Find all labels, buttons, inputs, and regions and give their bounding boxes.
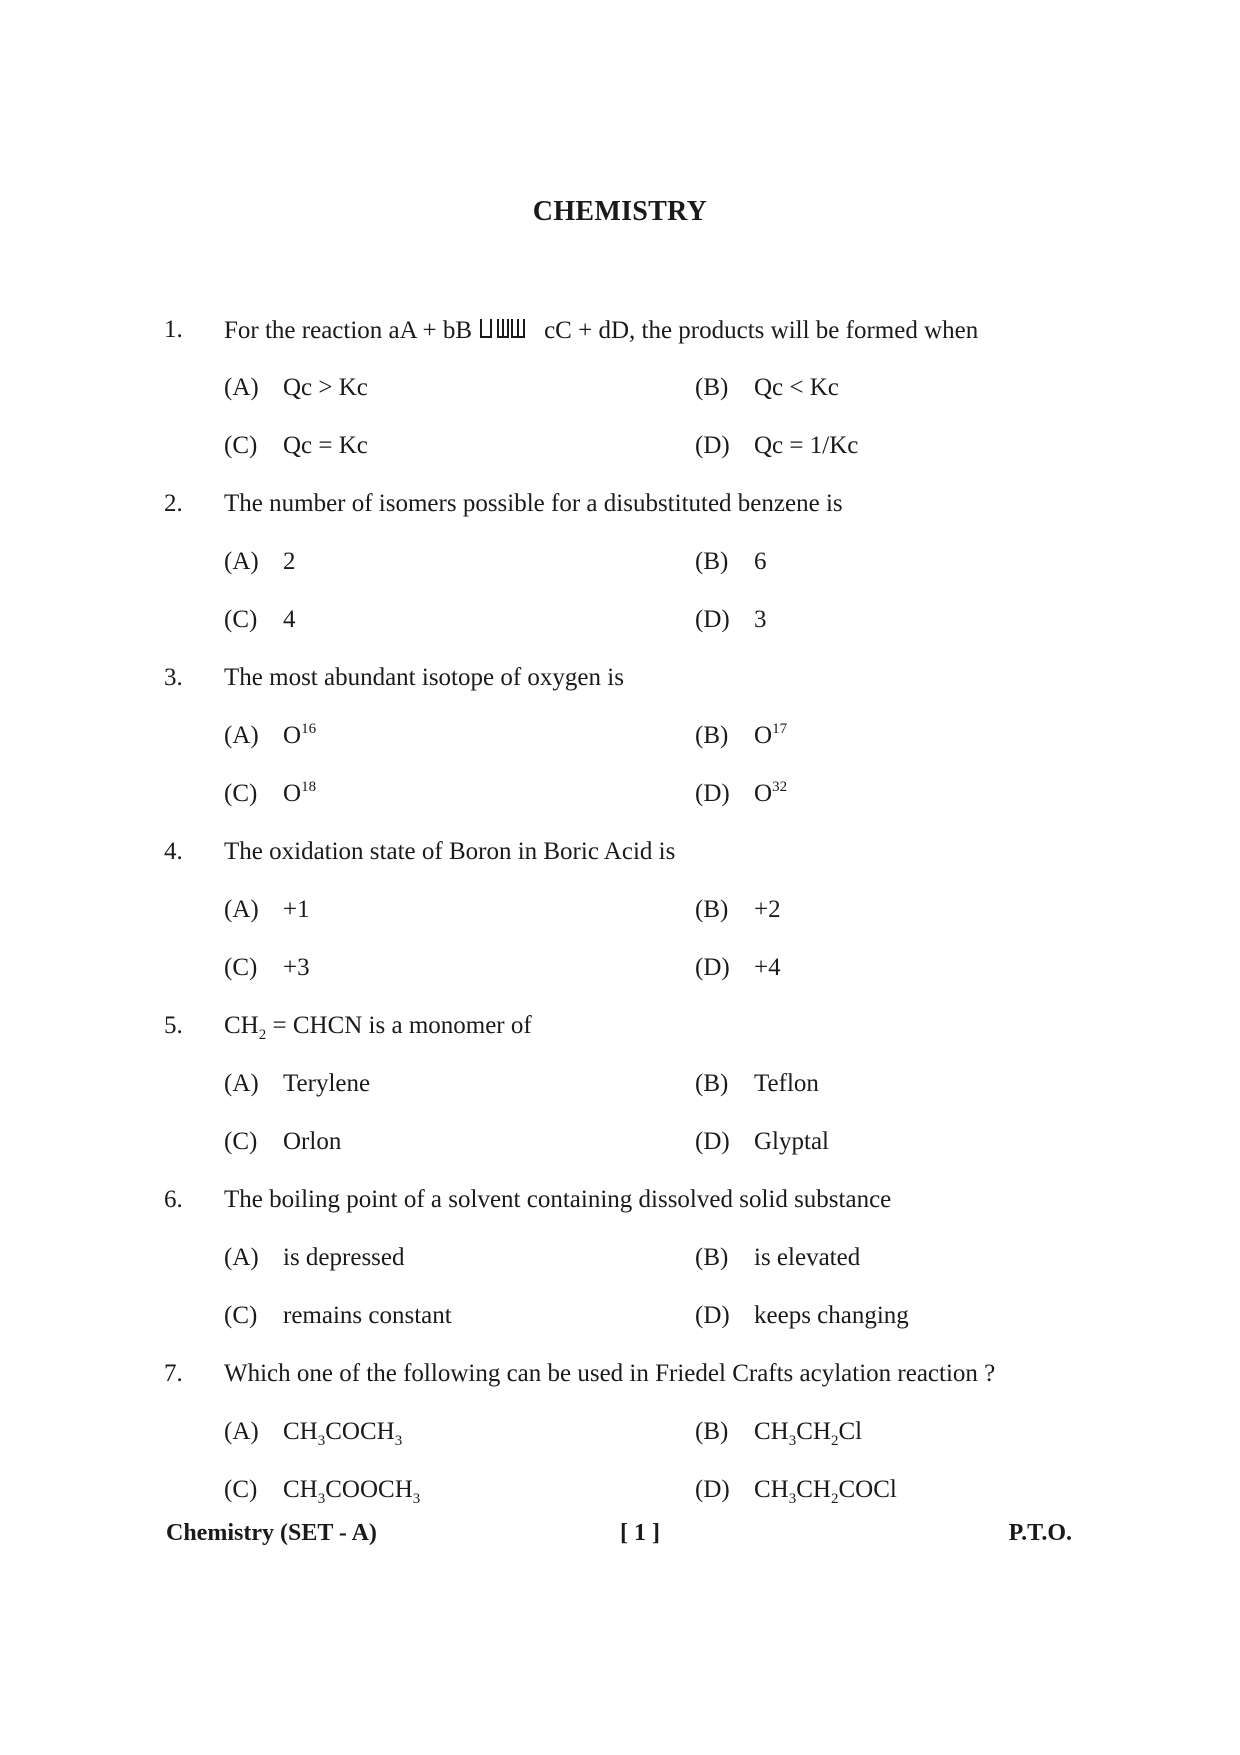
footer-pto: P.T.O. [1008, 1520, 1072, 1546]
question-text: The number of isomers possible for a disubstituted benzene is [224, 490, 843, 517]
formula: $CH_3CH_2Cl$ [754, 1418, 863, 1449]
question-4: 4. The oxidation state of Boron in Boric Acid is (A) +1 (B) +2 (C) +3 (D) +4 [0, 838, 1240, 1012]
question-number: 5. [164, 1012, 183, 1039]
question-stem [0, 490, 1240, 530]
equilibrium-arrow-icon [478, 316, 530, 342]
question-number: 6. [164, 1186, 183, 1213]
question-2: 2. The number of isomers possible for a disubstituted benzene is (A) 2 (B) 6 (C) 4 (D) 3 [0, 490, 1240, 664]
question-stem [0, 1012, 1240, 1052]
question-stem [0, 1360, 1240, 1400]
question-text: The oxidation state of Boron in Boric Acid is [224, 838, 676, 865]
formula: $CH_3COOCH_3$ [283, 1476, 421, 1507]
question-7: 7. Which one of the following can be used in Friedel Crafts acylation reaction ? (A) $CH_3COCH_3$ (B) $CH_3CH_2Cl$ (C) $CH_3COOCH_3$ (D) $CH_3CH_2COCl$ [0, 1360, 1240, 1534]
page-footer [0, 1520, 1240, 1560]
formula: $CH_3COCH_3$ [283, 1418, 403, 1449]
question-5: 5. $CH_2$ = CHCN is a monomer of (A) Terylene (B) Teflon (C) Orlon (D) Glyptal [0, 1012, 1240, 1186]
question-number: 3. [164, 664, 183, 691]
question-number: 1. [164, 316, 183, 343]
question-text: Which one of the following can be used in Friedel Crafts acylation reaction ? [224, 1360, 996, 1387]
question-text: The boiling point of a solvent containing dissolved solid substance [224, 1186, 892, 1213]
question-number: 2. [164, 490, 183, 517]
question-text: For the reaction aA + bB cC + dD, the products will be formed when [224, 317, 979, 344]
question-stem [0, 1186, 1240, 1226]
question-text: $CH_2$ = CHCN is a monomer of [224, 1012, 532, 1043]
footer-page-number: [ 1 ] [620, 1520, 660, 1546]
question-1: 1. For the reaction aA + bB cC + dD, the products will be formed when (A) Qc > Kc (B) Qc < Kc (C) Qc = Kc (D) Qc = 1/Kc [0, 316, 1240, 490]
question-text: The most abundant isotope of oxygen is [224, 664, 624, 691]
footer-subject: Chemistry (SET - A) [166, 1520, 377, 1546]
question-6: 6. The boiling point of a solvent containing dissolved solid substance (A) is depressed (B) is elevated (C) remains constant (D) keeps changing [0, 1186, 1240, 1360]
question-stem [0, 316, 1240, 356]
question-number: 7. [164, 1360, 183, 1387]
page-title: CHEMISTRY [532, 196, 708, 227]
question-3: 3. The most abundant isotope of oxygen is (A) $O^{16}$ (B) $O^{17}$ (C) $O^{18}$ (D) $O^{32}$ [0, 664, 1240, 838]
question-number: 4. [164, 838, 183, 865]
question-stem [0, 838, 1240, 878]
question-stem [0, 664, 1240, 704]
formula: $CH_3CH_2COCl$ [754, 1476, 897, 1507]
